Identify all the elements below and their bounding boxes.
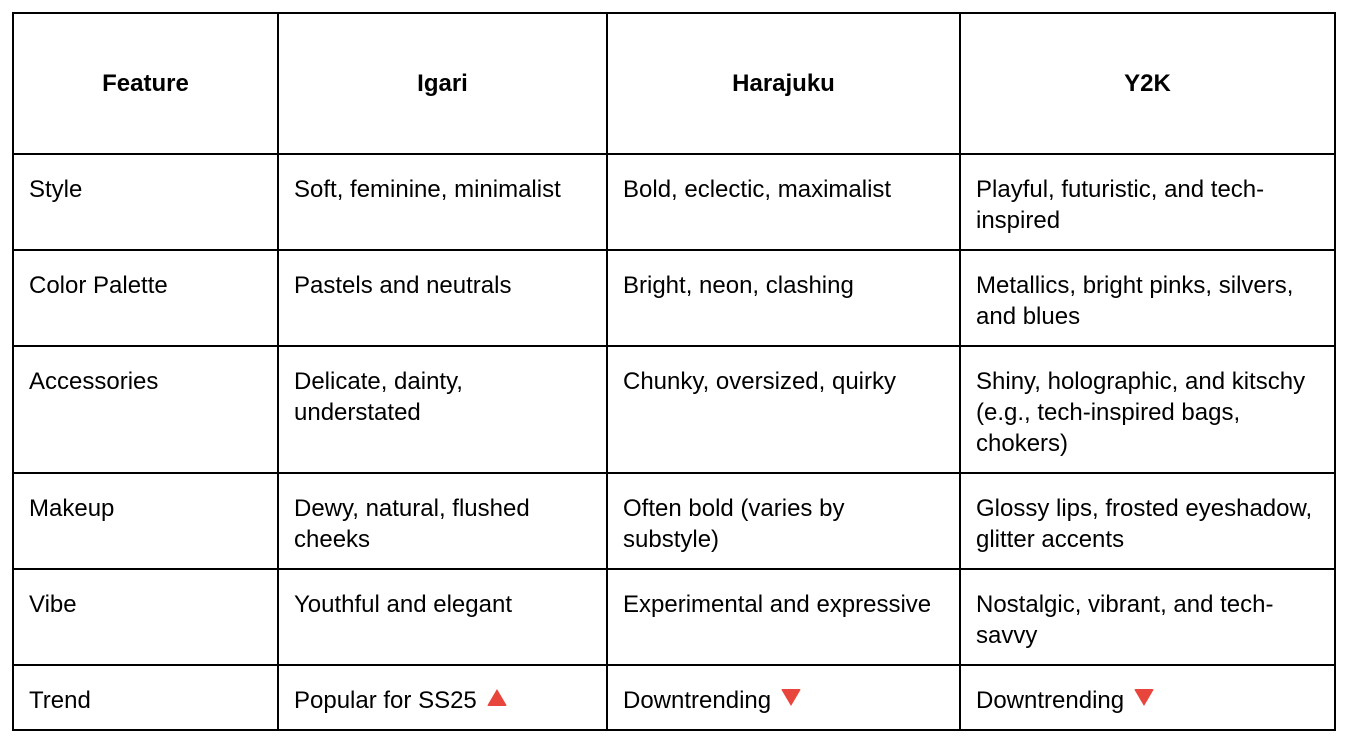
feature-cell: Vibe — [13, 569, 278, 665]
table-row — [13, 473, 1335, 569]
igari-cell: Soft, feminine, minimalist — [278, 154, 607, 250]
table-row — [13, 154, 1335, 250]
y2k-cell: Metallics, bright pinks, silvers, and blues — [960, 250, 1335, 346]
y2k-cell: Glossy lips, frosted eyeshadow, glitter accents — [960, 473, 1335, 569]
down-triangle-icon — [1134, 689, 1154, 706]
feature-cell: Color Palette — [13, 250, 278, 346]
table-row — [13, 346, 1335, 473]
y2k-trend-text: Downtrending — [976, 687, 1125, 714]
feature-cell: Makeup — [13, 473, 278, 569]
harajuku-cell: Bold, eclectic, maximalist — [607, 154, 960, 250]
y2k-cell: Nostalgic, vibrant, and tech-savvy — [960, 569, 1335, 665]
igari-cell — [278, 665, 607, 730]
harajuku-cell: Experimental and expressive — [607, 569, 960, 665]
header-igari: Igari — [278, 13, 607, 154]
comparison-table — [12, 12, 1336, 731]
y2k-cell — [960, 665, 1335, 730]
table-row — [13, 569, 1335, 665]
table-row — [13, 665, 1335, 730]
header-feature: Feature — [13, 13, 278, 154]
harajuku-trend-text: Downtrending — [623, 687, 772, 714]
harajuku-cell: Chunky, oversized, quirky — [607, 346, 960, 473]
igari-cell: Youthful and elegant — [278, 569, 607, 665]
feature-cell: Trend — [13, 665, 278, 730]
up-triangle-icon — [487, 689, 507, 706]
table-row — [13, 250, 1335, 346]
header-y2k: Y2K — [960, 13, 1335, 154]
down-triangle-icon — [781, 689, 801, 706]
feature-cell: Accessories — [13, 346, 278, 473]
header-row — [13, 13, 1335, 154]
igari-cell: Dewy, natural, flushed cheeks — [278, 473, 607, 569]
igari-cell: Pastels and neutrals — [278, 250, 607, 346]
harajuku-cell — [607, 665, 960, 730]
harajuku-cell: Bright, neon, clashing — [607, 250, 960, 346]
igari-cell: Delicate, dainty, understated — [278, 346, 607, 473]
y2k-cell: Playful, futuristic, and tech-inspired — [960, 154, 1335, 250]
harajuku-cell: Often bold (varies by substyle) — [607, 473, 960, 569]
feature-cell: Style — [13, 154, 278, 250]
header-harajuku: Harajuku — [607, 13, 960, 154]
y2k-cell: Shiny, holographic, and kitschy (e.g., tech-inspired bags, chokers) — [960, 346, 1335, 473]
igari-trend-text: Popular for SS25 — [294, 687, 477, 714]
